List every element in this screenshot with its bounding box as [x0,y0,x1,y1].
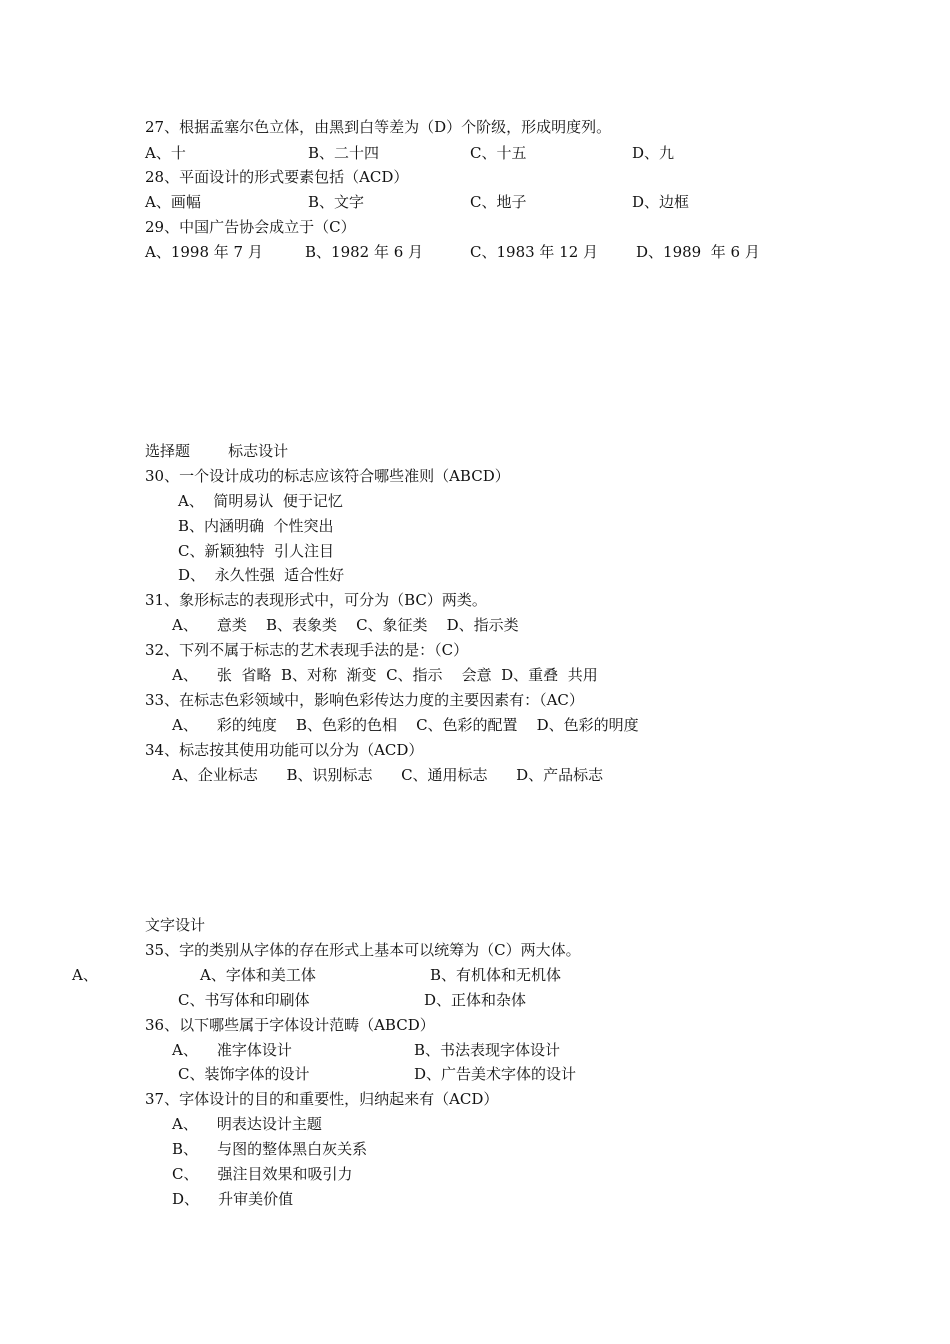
q28-option-c: C、地子 [470,193,527,211]
q27-option-c: C、十五 [470,144,527,162]
question-30: 30、一个设计成功的标志应该符合哪些准则（ABCD） [145,467,510,485]
q30-option-c: C、新颖独特 引人注目 [178,542,335,560]
question-27: 27、根据孟塞尔色立体，由黑到白等差为（D）个阶级，形成明度列。 [145,118,612,136]
q34-options: A、企业标志 B、识别标志 C、通用标志 D、产品标志 [172,766,604,784]
q32-options: A、 张 省略 B、对称 渐变 C、指示 会意 D、重叠 共用 [172,666,598,684]
q28-option-d: D、边框 [632,193,690,211]
question-33: 33、在标志色彩领域中，影响色彩传达力度的主要因素有：（AC） [145,691,584,709]
section-title-logo-design: 选择题 标志设计 [145,442,289,460]
q27-option-d: D、九 [632,144,675,162]
q37-option-b: B、 与图的整体黑白灰关系 [172,1140,368,1158]
q36-option-c: C、装饰字体的设计 [178,1065,310,1083]
q29-option-b: B、1982 年 6 月 [305,243,424,261]
q29-option-a: A、1998 年 7 月 [145,243,263,261]
q30-option-d: D、 永久性强 适合性好 [178,566,345,584]
q36-option-a: A、 准字体设计 [172,1041,292,1059]
q37-option-d: D、 升审美价值 [172,1190,294,1208]
q36-option-b: B、书法表现字体设计 [414,1041,561,1059]
q30-option-b: B、内涵明确 个性突出 [178,517,334,535]
question-28: 28、平面设计的形式要素包括（ACD） [145,168,409,186]
question-29: 29、中国广告协会成立于（C） [145,218,356,236]
question-31: 31、象形标志的表现形式中，可分为（BC）两类。 [145,591,487,609]
q27-option-a: A、十 [145,144,186,162]
q36-option-d: D、广告美术字体的设计 [414,1065,577,1083]
question-37: 37、字体设计的目的和重要性，归纳起来有（ACD） [145,1090,499,1108]
q35-option-a: A、字体和美工体 [200,966,316,984]
q35-option-b: B、有机体和无机体 [430,966,562,984]
q35-option-c: C、书写体和印刷体 [178,991,310,1009]
q35-option-d: D、正体和杂体 [424,991,527,1009]
q29-option-c: C、1983 年 12 月 [470,243,599,261]
q27-option-b: B、二十四 [308,144,380,162]
q28-option-a: A、画幅 [145,193,201,211]
q30-option-a: A、 简明易认 便于记忆 [178,492,343,510]
section-title-type-design: 文字设计 [145,916,206,934]
q29-option-d: D、1989 年 6 月 [636,243,760,261]
q31-options: A、 意类 B、表象类 C、象征类 D、指示类 [172,616,519,634]
question-32: 32、下列不属于标志的艺术表现手法的是：（C） [145,641,469,659]
q35-stray-marker: A、 [72,966,98,984]
question-35: 35、字的类别从字体的存在形式上基本可以统筹为（C）两大体。 [145,941,581,959]
question-34: 34、标志按其使用功能可以分为（ACD） [145,741,424,759]
q33-options: A、 彩的纯度 B、色彩的色相 C、色彩的配置 D、色彩的明度 [172,716,639,734]
question-36: 36、以下哪些属于字体设计范畴（ABCD） [145,1016,435,1034]
q37-option-c: C、 强注目效果和吸引力 [172,1165,353,1183]
q28-option-b: B、文字 [308,193,365,211]
q37-option-a: A、 明表达设计主题 [172,1115,322,1133]
